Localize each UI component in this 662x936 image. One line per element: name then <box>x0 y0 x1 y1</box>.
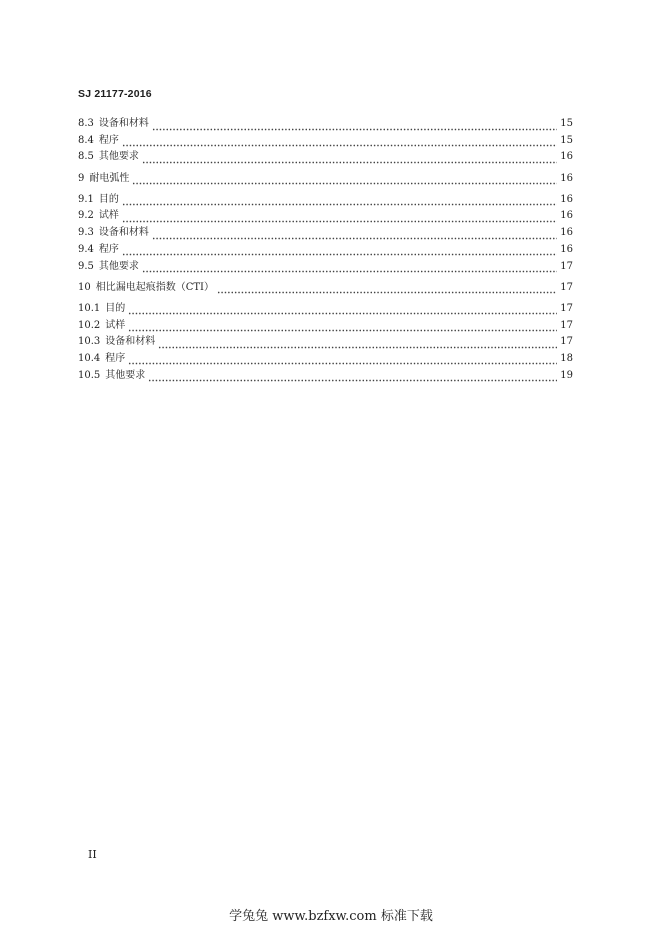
toc-entry-number: 10.2 <box>78 319 101 331</box>
toc-entry-page: 15 <box>560 118 573 129</box>
toc-entry <box>78 242 573 259</box>
toc-entry <box>78 301 573 318</box>
toc-entry-page: 17 <box>560 302 573 314</box>
page-number: II <box>88 848 97 861</box>
toc-dot-leader <box>148 368 557 385</box>
toc-entry-number: 10.3 <box>78 336 101 348</box>
toc-dot-leader <box>122 208 557 225</box>
toc-dot-leader <box>128 351 557 368</box>
toc-entry-number: 10 <box>78 281 91 293</box>
toc-entry-title: 其他要求 <box>98 260 139 272</box>
toc-entry-page: 17 <box>560 319 573 331</box>
toc-entry-title: 目的 <box>105 302 126 314</box>
toc-entry-title: 程序 <box>105 352 126 364</box>
toc-dot-leader <box>128 301 557 318</box>
toc-dot-leader <box>122 192 557 209</box>
toc-entry <box>78 259 573 276</box>
toc-entry-page: 16 <box>560 210 573 222</box>
toc-entry-number: 10.5 <box>78 369 101 381</box>
toc-entry <box>78 116 573 133</box>
toc-entry-title: 目的 <box>98 193 119 205</box>
toc-entry-title: 其他要求 <box>105 369 146 381</box>
toc-dot-leader <box>142 259 557 276</box>
toc-entry-number: 9.1 <box>78 193 94 205</box>
toc-chapter-entry <box>78 280 573 297</box>
toc-entry-page: 16 <box>560 151 573 163</box>
toc-entry <box>78 368 573 385</box>
toc-entry-number: 8.5 <box>78 151 94 163</box>
toc-entry-page: 19 <box>560 369 573 381</box>
toc-entry-title: 设备和材料 <box>105 336 156 348</box>
toc-entry-title: 程序 <box>98 134 119 146</box>
toc-dot-leader <box>122 242 557 259</box>
toc-entry-title: 其他要求 <box>98 151 139 163</box>
toc-entry-title: 相比漏电起痕指数（CTI） <box>95 281 215 293</box>
toc-dot-leader <box>217 280 557 297</box>
toc-entry-number: 8.4 <box>78 134 94 146</box>
toc-entry-title: 试样 <box>98 210 119 222</box>
toc-entry <box>78 318 573 335</box>
toc-dot-leader <box>128 318 557 335</box>
toc-entry-number: 9.3 <box>78 227 94 239</box>
toc-entry-page: 18 <box>560 352 573 364</box>
toc-entry-page: 16 <box>560 193 573 205</box>
toc-entry-number: 10.1 <box>78 302 101 314</box>
toc-entry <box>78 208 573 225</box>
toc-dot-leader <box>158 334 557 351</box>
toc-entry-page: 16 <box>560 172 573 184</box>
toc-dot-leader <box>132 171 557 188</box>
toc-entry <box>78 334 573 351</box>
toc-chapter-entry <box>78 171 573 188</box>
toc-dot-leader <box>122 133 557 150</box>
toc-entry-number: 10.4 <box>78 352 101 364</box>
toc-entry-title: 设备和材料 <box>98 118 149 129</box>
toc-entry-number: 9.4 <box>78 243 94 255</box>
toc-entry <box>78 133 573 150</box>
toc-entry-title: 设备和材料 <box>98 227 149 239</box>
footer-watermark: 学兔兔 www.bzfxw.com 标准下载 <box>229 909 433 924</box>
standard-code-header: SJ 21177-2016 <box>78 88 152 100</box>
toc-entry <box>78 225 573 242</box>
toc-entry-title: 耐电弧性 <box>89 172 130 184</box>
toc-dot-leader <box>152 225 557 242</box>
toc-entry-number: 9.5 <box>78 260 94 272</box>
toc-entry-page: 17 <box>560 281 573 293</box>
toc-entry <box>78 149 573 166</box>
toc-entry-number: 9 <box>78 172 85 184</box>
toc-dot-leader <box>152 116 557 133</box>
toc-entry-page: 17 <box>560 260 573 272</box>
toc-entry-page: 15 <box>560 134 573 146</box>
toc-entry-title: 程序 <box>98 243 119 255</box>
toc-entry <box>78 192 573 209</box>
toc-entry-page: 16 <box>560 227 573 239</box>
toc-entry-number: 8.3 <box>78 118 94 129</box>
toc-dot-leader <box>142 149 557 166</box>
toc-entry-page: 16 <box>560 243 573 255</box>
toc-entry <box>78 351 573 368</box>
toc-entry-title: 试样 <box>105 319 126 331</box>
toc-entry-page: 17 <box>560 336 573 348</box>
toc-entry-number: 9.2 <box>78 210 94 222</box>
table-of-contents <box>78 116 573 384</box>
